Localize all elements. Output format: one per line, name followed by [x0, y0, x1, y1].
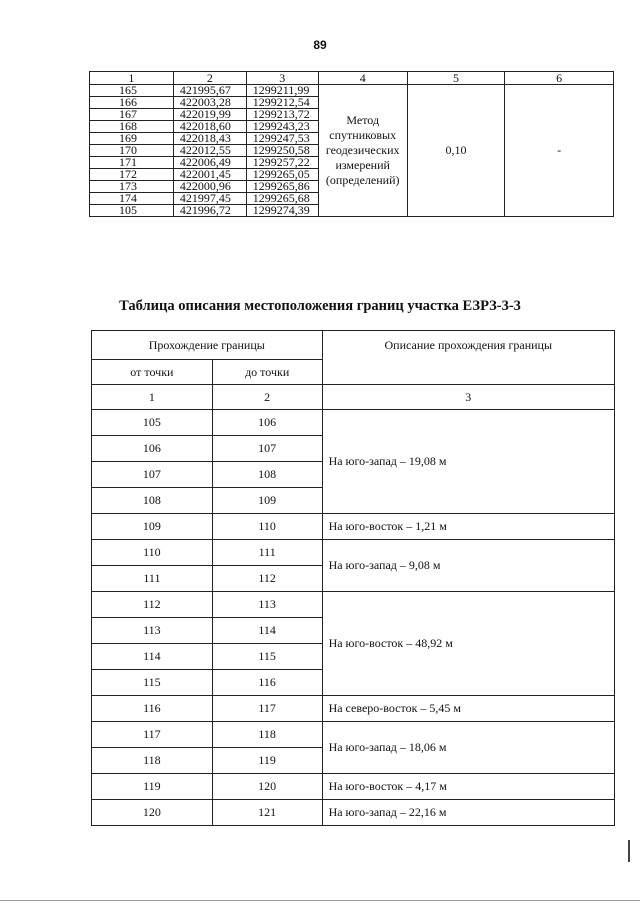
to-point: 108: [212, 462, 322, 488]
column-header: 3: [246, 72, 318, 85]
y-coordinate: 1299265,05: [246, 169, 318, 181]
table-row: [92, 592, 615, 618]
y-coordinate: 1299212,54: [246, 97, 318, 109]
table-row: [92, 514, 615, 540]
y-coordinate: 1299274,39: [246, 205, 318, 217]
note-cell: -: [505, 85, 614, 217]
method-line: измерений: [335, 158, 390, 172]
boundary-description: На юго-запад – 19,08 м: [322, 410, 614, 514]
header-description: Описание прохождения границы: [322, 331, 614, 385]
x-coordinate: 422000,96: [173, 181, 246, 193]
from-point: 111: [92, 566, 213, 592]
to-point: 116: [212, 670, 322, 696]
from-point: 120: [92, 800, 213, 826]
x-coordinate: 421996,72: [173, 205, 246, 217]
table-row: [92, 800, 615, 826]
table-row: [90, 85, 614, 97]
column-header: 1: [90, 72, 174, 85]
point-number: 170: [90, 145, 174, 157]
boundary-table-title: Таблица описания местоположения границ участка ЕЗРЗ-3-3: [119, 298, 521, 314]
column-header: 6: [505, 72, 614, 85]
x-coordinate: 422018,60: [173, 121, 246, 133]
to-point: 115: [212, 644, 322, 670]
boundary-description: На юго-запад – 22,16 м: [322, 800, 614, 826]
to-point: 107: [212, 436, 322, 462]
coordinates-table: [89, 71, 614, 217]
to-point: 119: [212, 748, 322, 774]
method-line: (определений): [325, 173, 400, 187]
method-line: Метод: [346, 113, 380, 127]
point-number: 165: [90, 85, 174, 97]
column-header: 2: [173, 72, 246, 85]
to-point: 112: [212, 566, 322, 592]
to-point: 117: [212, 696, 322, 722]
from-point: 119: [92, 774, 213, 800]
y-coordinate: 1299265,86: [246, 181, 318, 193]
point-number: 173: [90, 181, 174, 193]
table-row: [92, 410, 615, 436]
from-point: 112: [92, 592, 213, 618]
point-number: 167: [90, 109, 174, 121]
x-coordinate: 421997,45: [173, 193, 246, 205]
table-row: [92, 540, 615, 566]
point-number: 166: [90, 97, 174, 109]
header-from-point: от точки: [92, 360, 213, 385]
boundary-description: На юго-запад – 9,08 м: [322, 540, 614, 592]
column-number: 1: [92, 385, 213, 410]
from-point: 105: [92, 410, 213, 436]
y-coordinate: 1299257,22: [246, 157, 318, 169]
table-row: [92, 722, 615, 748]
from-point: 115: [92, 670, 213, 696]
scan-edge-mark: [628, 840, 630, 862]
to-point: 109: [212, 488, 322, 514]
x-coordinate: 422006,49: [173, 157, 246, 169]
header-row: [90, 72, 614, 85]
to-point: 110: [212, 514, 322, 540]
scan-bottom-edge: [0, 900, 640, 901]
y-coordinate: 1299213,72: [246, 109, 318, 121]
to-point: 121: [212, 800, 322, 826]
from-point: 113: [92, 618, 213, 644]
method-line: спутниковых: [329, 128, 397, 142]
boundary-description: На юго-запад – 18,06 м: [322, 722, 614, 774]
column-header: 4: [318, 72, 407, 85]
to-point: 114: [212, 618, 322, 644]
from-point: 108: [92, 488, 213, 514]
header-to-point: до точки: [212, 360, 322, 385]
point-number: 105: [90, 205, 174, 217]
y-coordinate: 1299265,68: [246, 193, 318, 205]
x-coordinate: 422001,45: [173, 169, 246, 181]
y-coordinate: 1299247,53: [246, 133, 318, 145]
boundary-description: На северо-восток – 5,45 м: [322, 696, 614, 722]
y-coordinate: 1299250,58: [246, 145, 318, 157]
from-point: 117: [92, 722, 213, 748]
method-cell: [318, 85, 407, 217]
to-point: 118: [212, 722, 322, 748]
x-coordinate: 422018,43: [173, 133, 246, 145]
point-number: 171: [90, 157, 174, 169]
boundary-description: На юго-восток – 4,17 м: [322, 774, 614, 800]
point-number: 169: [90, 133, 174, 145]
to-point: 120: [212, 774, 322, 800]
from-point: 118: [92, 748, 213, 774]
boundary-description: На юго-восток – 1,21 м: [322, 514, 614, 540]
column-header: 5: [407, 72, 505, 85]
y-coordinate: 1299211,99: [246, 85, 318, 97]
point-number: 172: [90, 169, 174, 181]
table-row: [92, 696, 615, 722]
x-coordinate: 422003,28: [173, 97, 246, 109]
boundary-table: [91, 330, 615, 826]
from-point: 116: [92, 696, 213, 722]
x-coordinate: 422019,99: [173, 109, 246, 121]
from-point: 110: [92, 540, 213, 566]
column-number: 3: [322, 385, 614, 410]
table-row: [92, 774, 615, 800]
header-passage: Прохождение границы: [92, 331, 323, 360]
column-number: 2: [212, 385, 322, 410]
y-coordinate: 1299243,23: [246, 121, 318, 133]
from-point: 114: [92, 644, 213, 670]
accuracy-cell: 0,10: [407, 85, 505, 217]
x-coordinate: 421995,67: [173, 85, 246, 97]
point-number: 174: [90, 193, 174, 205]
to-point: 106: [212, 410, 322, 436]
to-point: 111: [212, 540, 322, 566]
from-point: 109: [92, 514, 213, 540]
point-number: 168: [90, 121, 174, 133]
from-point: 106: [92, 436, 213, 462]
page-number: 89: [313, 38, 327, 52]
to-point: 113: [212, 592, 322, 618]
boundary-description: На юго-восток – 48,92 м: [322, 592, 614, 696]
x-coordinate: 422012,55: [173, 145, 246, 157]
from-point: 107: [92, 462, 213, 488]
method-line: геодезических: [325, 143, 400, 157]
